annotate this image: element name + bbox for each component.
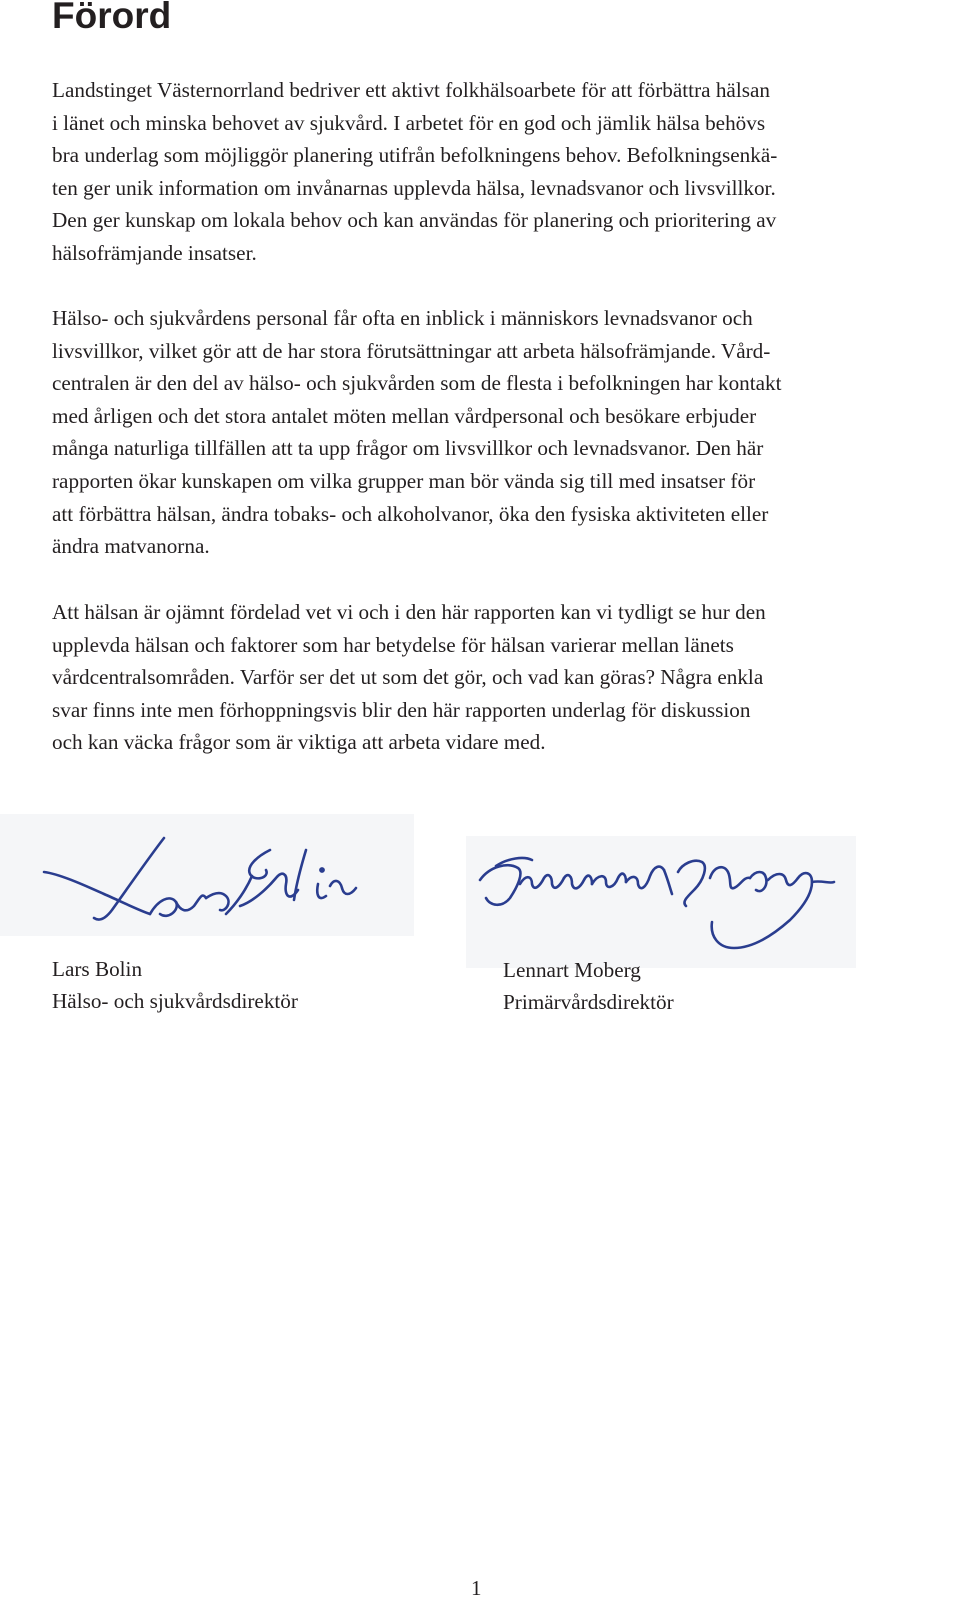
- paragraph-2: [52, 302, 942, 563]
- text-line: och kan väcka frågor som är viktiga att arbeta vidare med.: [52, 730, 546, 755]
- handwritten-signature-icon: [466, 836, 856, 968]
- text-line: med årligen och det stora antalet möten mellan vårdpersonal och besökare erbjuder: [52, 403, 757, 428]
- page-number: 1: [471, 1576, 482, 1600]
- text-line: livsvillkor, vilket gör att de har stora förutsättningar att arbeta hälsofrämjande. Vård-: [52, 338, 771, 363]
- page-title: Förord: [52, 0, 172, 36]
- signature-lars-bolin: [0, 814, 414, 936]
- signer-role-right: Primärvårdsdirektör: [503, 990, 674, 1014]
- text-line: hälsofrämjande insatser.: [52, 240, 257, 265]
- signer-name-left: Lars Bolin: [52, 957, 143, 981]
- text-line: Landstinget Västernorrland bedriver ett aktivt folkhälsoarbete för att förbättra hälsan: [52, 78, 770, 102]
- signer-role-left: Hälso- och sjukvårdsdirektör: [52, 989, 298, 1013]
- text-line: bra underlag som möjliggör planering utifrån befolkningens behov. Befolkningsenkä-: [52, 143, 778, 168]
- text-line: upplevda hälsan och faktorer som har betydelse för hälsan varierar mellan länets: [52, 632, 734, 657]
- text-line: att förbättra hälsan, ändra tobaks- och alkoholvanor, öka den fysiska aktiviteten eller: [52, 501, 769, 526]
- text-line: i länet och minska behovet av sjukvård. I arbetet för en god och jämlik hälsa behövs: [52, 110, 766, 135]
- text-line: centralen är den del av hälso- och sjukvården som de flesta i befolkningen har kontakt: [52, 371, 782, 396]
- signature-lennart-moberg: [466, 836, 856, 968]
- text-line: rapporten ökar kunskapen om vilka grupper man bör vända sig till med insatser för: [52, 468, 756, 493]
- handwritten-signature-icon: [0, 814, 414, 936]
- paragraph-1: [52, 74, 942, 270]
- text-line: ten ger unik information om invånarnas upplevda hälsa, levnadsvanor och livsvillkor.: [52, 175, 776, 200]
- text-line: Den ger kunskap om lokala behov och kan användas för planering och prioritering av: [52, 208, 777, 233]
- text-line: ändra matvanorna.: [52, 534, 210, 559]
- text-line: Att hälsan är ojämnt fördelad vet vi och i den här rapporten kan vi tydligt se hur den: [52, 600, 766, 624]
- text-line: svar finns inte men förhoppningsvis blir den här rapporten underlag för diskussion: [52, 697, 751, 722]
- text-line: många naturliga tillfällen att ta upp frågor om livsvillkor och levnadsvanor. Den här: [52, 436, 764, 461]
- paragraph-3: [52, 596, 942, 759]
- text-line: Hälso- och sjukvårdens personal får ofta en inblick i människors levnadsvanor och: [52, 306, 753, 330]
- signer-name-right: Lennart Moberg: [503, 958, 641, 982]
- text-line: vårdcentralsområden. Varför ser det ut som det gör, och vad kan göras? Några enkla: [52, 665, 764, 690]
